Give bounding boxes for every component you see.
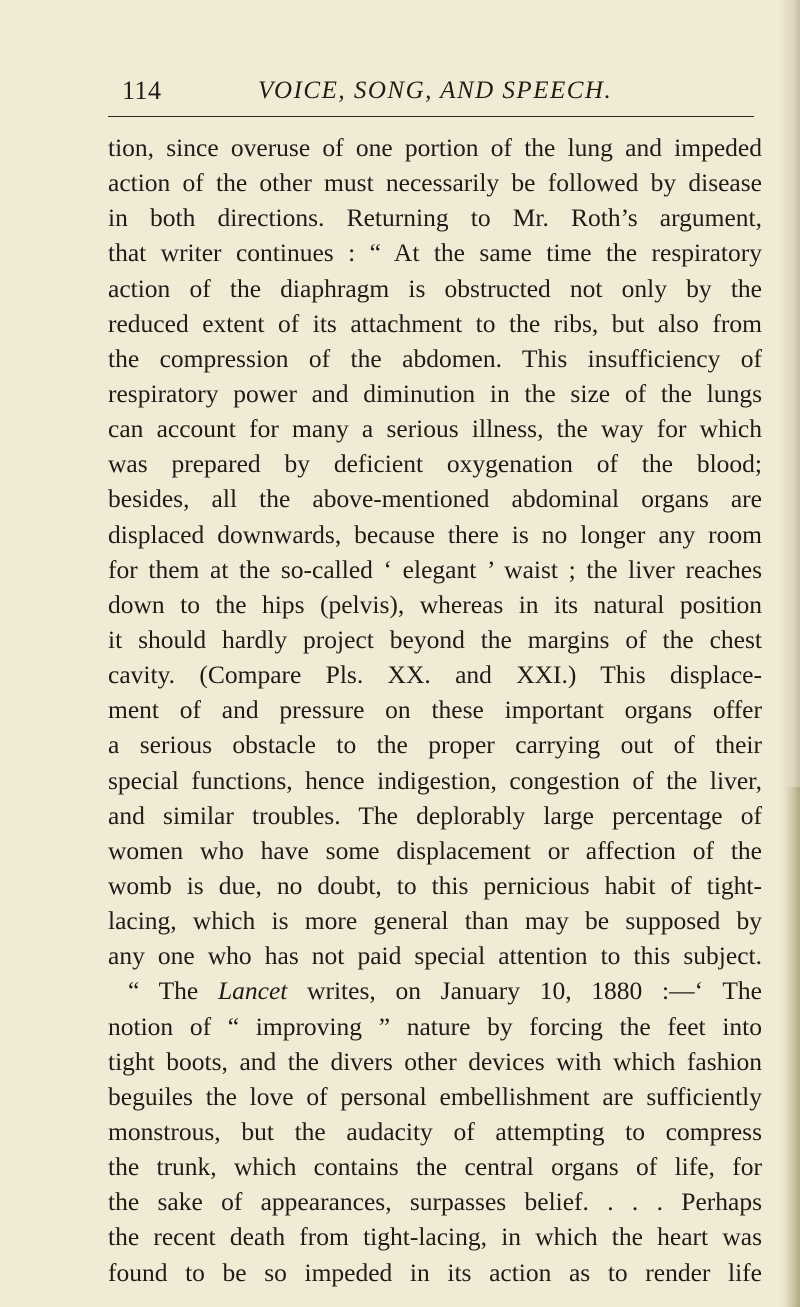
text-line: the sake of appearances, surpasses belief. . . . Perhaps [108, 1187, 762, 1217]
text-line: special functions, hence indigestion, congestion of the liver, [108, 765, 762, 795]
text-line: for them at the so-called ‘ elegant ’ waist ; the liver reaches [108, 554, 762, 584]
text-line: women who have some displacement or affection of the [108, 835, 762, 865]
text-line: was prepared by deficient oxygenation of the blood; [108, 449, 762, 479]
text-line: “ The Lancet writes, on January 10, 1880 :—‘ The [128, 976, 762, 1006]
page-number: 114 [122, 76, 162, 105]
text-line: tight boots, and the divers other devices with which fashion [108, 1046, 762, 1076]
text-line: reduced extent of its attachment to the ribs, but also from [108, 308, 762, 338]
text-line: besides, all the above-mentioned abdominal organs are [108, 484, 762, 514]
text-line: action of the diaphragm is obstructed not only by the [108, 273, 762, 303]
text-line: lacing, which is more general than may be supposed by [108, 906, 762, 936]
text-line: beguiles the love of personal embellishment are sufficiently [108, 1081, 762, 1111]
body-text [108, 130, 762, 1290]
text-line: displaced downwards, because there is no longer any room [108, 519, 762, 549]
text-line: and similar troubles. The deplorably large percentage of [108, 800, 762, 830]
text-line: cavity. (Compare Pls. XX. and XXI.) This displace- [108, 660, 762, 690]
journal-title: Lancet [217, 976, 288, 1006]
text-line: womb is due, no doubt, to this pernicious habit of tight- [108, 870, 762, 900]
text-line: the recent death from tight-lacing, in which the heart was [108, 1222, 762, 1252]
text-line: any one who has not paid special attention to this subject. [108, 941, 762, 971]
running-title: VOICE, SONG, AND SPEECH. [258, 77, 613, 104]
text-line: found to be so impeded in its action as to render life [108, 1257, 762, 1287]
header-rule [108, 116, 754, 117]
text-line: a serious obstacle to the proper carrying out of their [108, 730, 762, 760]
page-header [122, 74, 762, 108]
page-edge-stain [786, 787, 800, 1307]
text-line: it should hardly project beyond the margins of the chest [108, 624, 762, 654]
text-line: tion, since overuse of one portion of the lung and impeded [108, 133, 762, 162]
text-line: monstrous, but the audacity of attempting to compress [108, 1116, 762, 1146]
text-line: notion of “ improving ” nature by forcing the feet into [108, 1011, 762, 1041]
text-line: respiratory power and diminution in the size of the lungs [108, 378, 762, 408]
text-line: the compression of the abdomen. This insufficiency of [108, 343, 762, 373]
text-line: can account for many a serious illness, the way for which [108, 414, 762, 444]
text-line: ment of and pressure on these important organs offer [108, 695, 762, 725]
text-line: that writer continues : “ At the same time the respiratory [108, 238, 762, 268]
text-line: the trunk, which contains the central organs of life, for [108, 1152, 762, 1182]
text-line: action of the other must necessarily be followed by disease [108, 168, 762, 198]
text-line: in both directions. Returning to Mr. Roth’s argument, [108, 203, 762, 233]
text-line: down to the hips (pelvis), whereas in its natural position [108, 589, 762, 619]
